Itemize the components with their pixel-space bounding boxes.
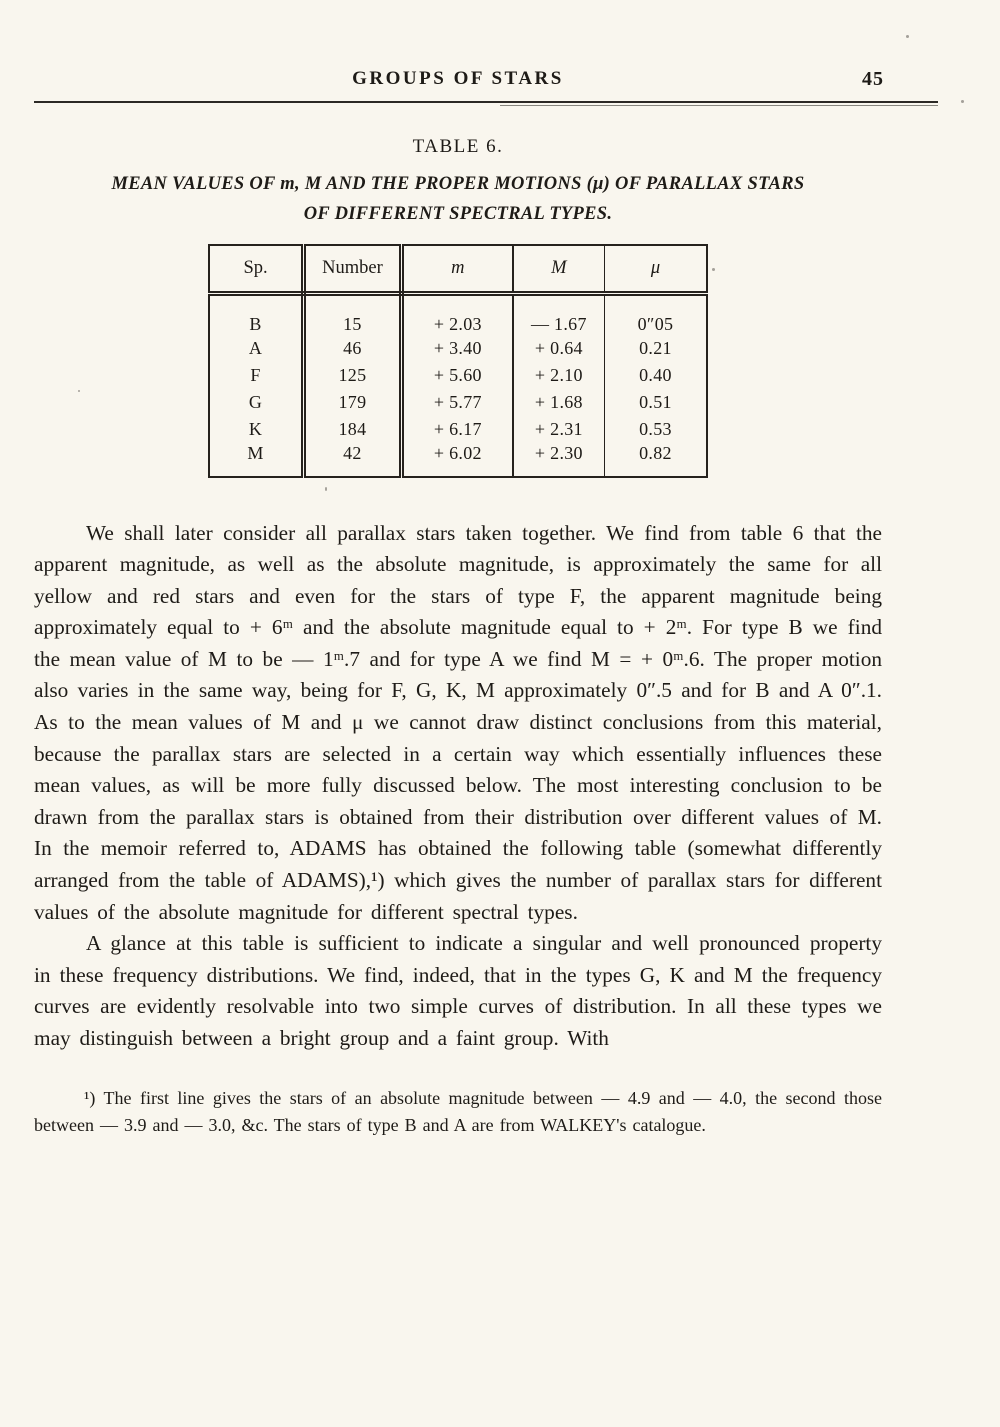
- scan-speck: [325, 487, 327, 491]
- cell-mu: 0.21: [639, 337, 672, 358]
- table-row: [209, 362, 707, 389]
- cell-number: 125: [304, 362, 402, 389]
- cell-M: + 2.30: [513, 443, 605, 477]
- cell-m: + 6.17: [401, 416, 512, 443]
- column-header-m: m: [401, 245, 512, 293]
- body-text: [34, 518, 882, 1055]
- cell-sp: F: [209, 362, 304, 389]
- cell-number: 46: [304, 335, 402, 362]
- cell-m: + 5.60: [401, 362, 512, 389]
- cell-sp: B: [209, 293, 304, 335]
- cell-number: 179: [304, 389, 402, 416]
- table-row: [209, 389, 707, 416]
- table-label: TABLE 6.: [412, 136, 504, 157]
- cell-sp: K: [209, 416, 304, 443]
- cell-M: + 1.68: [513, 389, 605, 416]
- table-row: [209, 293, 707, 335]
- table-header: [209, 245, 707, 293]
- running-head: [34, 68, 882, 94]
- cell-number: 184: [304, 416, 402, 443]
- scan-speck: [961, 100, 964, 103]
- running-title: GROUPS OF STARS: [352, 68, 564, 89]
- cell-mu: 0.53: [639, 418, 672, 439]
- cell-sp: A: [209, 335, 304, 362]
- cell-M: + 2.10: [513, 362, 605, 389]
- header-rule-shadow: [500, 105, 938, 106]
- table-row: [209, 335, 707, 362]
- footnote: [34, 1085, 882, 1139]
- cell-number: 15: [304, 293, 402, 335]
- table-caption: [34, 169, 882, 229]
- cell-sp: G: [209, 389, 304, 416]
- cell-M: + 2.31: [513, 416, 605, 443]
- cell-sp: M: [209, 443, 304, 477]
- cell-m: + 3.40: [401, 335, 512, 362]
- cell-mu: 0.51: [639, 391, 672, 412]
- table-body: [209, 293, 707, 477]
- table-row: [209, 443, 707, 477]
- scan-speck: [712, 268, 715, 271]
- paragraph-1: We shall later consider all parallax stars taken together. We find from table 6 that the apparent magnitude, as well as the absolute magnitude, is approximately the same for all yellow and red stars and even for the stars of type F, the apparent magnitude being approximately equal to + 6ᵐ and the absolute magnitude equal to + 2ᵐ. For type B we find the mean value of M to be — 1ᵐ.7 and for type A we find M = + 0ᵐ.6. The proper motion also varies in the same way, being for F, G, K, M approximately 0″.5 and for B and A 0″.1. As to the mean values of M and μ we cannot draw distinct conclusions from this material, because the parallax stars are selected in a certain way which essentially influences these mean values, as will be more fully discussed below. The most interesting conclusion to be drawn from the parallax stars is obtained from their distribution over different values of M. In the memoir referred to, ADAMS has obtained the following table (somewhat differently arranged from the table of ADAMS),¹) which gives the number of parallax stars for different values of the absolute magnitude for different spectral types.: [34, 520, 882, 924]
- scan-speck: [906, 35, 909, 38]
- cell-M: — 1.67: [513, 293, 605, 335]
- cell-mu: 0″05: [637, 313, 674, 334]
- table-caption-line2: OF DIFFERENT SPECTRAL TYPES.: [303, 204, 613, 224]
- page-number: 45: [862, 68, 884, 90]
- table-6: [208, 244, 708, 478]
- column-header-mu: μ: [604, 245, 707, 293]
- paragraph-2: A glance at this table is sufficient to indicate a singular and well pronounced property in these frequency distributions. We find, indeed, that in the types G, K and M the frequency curves are evidently resolvable into two simple curves of distribution. In all these types we may distinguish between a bright group and a faint group. With: [34, 931, 882, 1050]
- table-header-row: [209, 245, 707, 293]
- cell-m: + 5.77: [401, 389, 512, 416]
- table-caption-line1: MEAN VALUES OF m, M AND THE PROPER MOTIONS (μ) OF PARALLAX STARS: [111, 174, 805, 194]
- scan-speck: [78, 390, 80, 392]
- footnote-text: ¹) The first line gives the stars of an absolute magnitude between — 4.9 and — 4.0, the second those between — 3.9 and — 3.0, &c. The stars of type B and A are from WALKEY's catalogue.: [34, 1087, 882, 1135]
- cell-m: + 6.02: [401, 443, 512, 477]
- table-row: [209, 416, 707, 443]
- cell-m: + 2.03: [401, 293, 512, 335]
- header-rule: [34, 101, 938, 103]
- column-header-number: Number: [304, 245, 402, 293]
- column-header-M: M: [513, 245, 605, 293]
- cell-number: 42: [304, 443, 402, 477]
- cell-mu: 0.40: [639, 364, 672, 385]
- cell-mu: 0.82: [639, 442, 672, 463]
- column-header-sp: Sp.: [209, 245, 304, 293]
- cell-M: + 0.64: [513, 335, 605, 362]
